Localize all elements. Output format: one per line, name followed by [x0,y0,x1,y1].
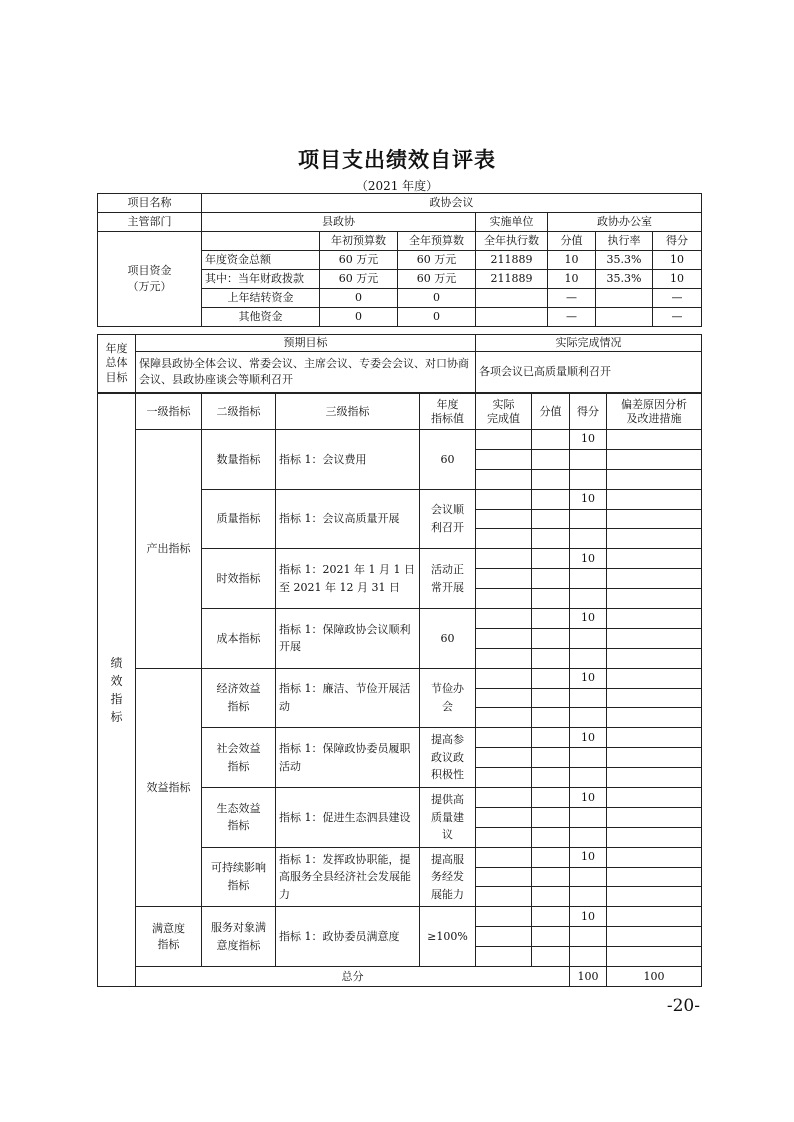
score-cell [570,449,607,469]
funds-cell: 35.3% [596,270,653,289]
actual-value-cell [476,927,532,947]
funds-cell: 10 [548,251,596,270]
score-value-cell [532,688,570,708]
score-value-cell [532,449,570,469]
deviation-cell [607,768,702,788]
level3-indicator: 指标 1：会议高质量开展 [276,489,420,549]
funds-cell [596,308,653,327]
funds-row-name: 其他资金 [202,308,320,327]
indicators-table [97,393,702,987]
goals-label: 年度 总体 目标 [98,335,136,393]
annual-target: 节俭办 会 [420,668,476,728]
level2-indicator: 服务对象满 意度指标 [202,907,276,967]
level2-indicator: 数量指标 [202,430,276,490]
annual-target: 提高服 务经发 展能力 [420,847,476,907]
funds-cell: 211889 [476,270,548,289]
table-row [98,907,702,927]
indicator-header: 分值 [532,394,570,430]
actual-value-cell [476,648,532,668]
funds-header: 全年预算数 [398,232,476,251]
actual-value-cell [476,827,532,847]
funds-cell: 0 [320,308,398,327]
score-value-cell [532,887,570,907]
score-value-cell [532,768,570,788]
deviation-cell [607,648,702,668]
score-cell: 10 [570,430,607,450]
deviation-cell [607,628,702,648]
score-cell [570,648,607,668]
funds-cell: 60 万元 [320,270,398,289]
actual-value-cell [476,807,532,827]
funds-cell [476,289,548,308]
actual-value-cell [476,609,532,629]
score-cell: 10 [570,907,607,927]
actual-value-cell [476,529,532,549]
score-cell [570,469,607,489]
deviation-cell [607,529,702,549]
level3-indicator: 指标 1：2021 年 1 月 1 日至 2021 年 12 月 31 日 [276,549,420,609]
goals-table [97,334,702,393]
funds-cell: — [548,308,596,327]
annual-target: 提供高 质量建 议 [420,788,476,848]
score-value-cell [532,668,570,688]
score-cell [570,748,607,768]
score-value-cell [532,509,570,529]
funds-cell: — [548,289,596,308]
score-value-cell [532,529,570,549]
year-subtitle: （2021 年度） [355,179,439,193]
deviation-cell [607,847,702,867]
deviation-cell [607,449,702,469]
actual-value-cell [476,509,532,529]
score-cell: 10 [570,788,607,808]
score-cell: 10 [570,668,607,688]
actual-value-cell [476,668,532,688]
funds-header: 年初预算数 [320,232,398,251]
level3-indicator: 指标 1：促进生态泗县建设 [276,788,420,848]
deviation-cell [607,569,702,589]
indicator-header: 实际 完成值 [476,394,532,430]
funds-cell: 211889 [476,251,548,270]
deviation-cell [607,430,702,450]
actual-value-cell [476,728,532,748]
score-cell [570,589,607,609]
deviation-cell [607,489,702,509]
score-value-cell [532,788,570,808]
funds-cell [476,308,548,327]
deviation-cell [607,867,702,887]
level2-indicator: 时效指标 [202,549,276,609]
annual-target: 会议顺 利召开 [420,489,476,549]
total-score-value: 100 [570,967,607,987]
actual-value-cell [476,688,532,708]
level1-indicator: 效益指标 [136,668,202,907]
deviation-cell [607,947,702,967]
funds-header: 全年执行数 [476,232,548,251]
page-number: -20- [666,996,700,1016]
table-row [98,668,702,688]
score-value-cell [532,947,570,967]
info-table [97,193,702,327]
actual-value-cell [476,430,532,450]
score-value-cell [532,430,570,450]
score-cell [570,628,607,648]
actual-value-cell [476,549,532,569]
level2-indicator: 成本指标 [202,609,276,669]
score-cell [570,768,607,788]
deviation-cell [607,708,702,728]
funds-header: 得分 [653,232,702,251]
indicator-header: 一级指标 [136,394,202,430]
deviation-cell [607,469,702,489]
actual-value-cell [476,887,532,907]
score-value-cell [532,549,570,569]
funds-cell: 60 万元 [398,251,476,270]
score-cell: 10 [570,489,607,509]
actual-value-cell [476,847,532,867]
level3-indicator: 指标 1：发挥政协职能，提高服务全县经济社会发展能力 [276,847,420,907]
deviation-cell [607,807,702,827]
score-cell [570,927,607,947]
impl-value: 政协办公室 [548,213,702,232]
score-value-cell [532,907,570,927]
total-score: 100 [607,967,702,987]
expected-header: 预期目标 [136,335,476,352]
total-label: 总分 [136,967,570,987]
indicator-header: 年度 指标值 [420,394,476,430]
level3-indicator: 指标 1：保障政协委员履职活动 [276,728,420,788]
annual-target: ≥100% [420,907,476,967]
actual-value-cell [476,708,532,728]
funds-row-name: 其中：当年财政拨款 [202,270,320,289]
score-value-cell [532,609,570,629]
score-cell [570,827,607,847]
indicators-label: 绩 效 指 标 [98,394,136,987]
actual-value-cell [476,628,532,648]
deviation-cell [607,907,702,927]
deviation-cell [607,549,702,569]
funds-cell: 10 [653,270,702,289]
score-cell [570,708,607,728]
funds-row-name: 年度资金总额 [202,251,320,270]
level3-indicator: 指标 1：会议费用 [276,430,420,490]
level3-indicator: 指标 1：政协委员满意度 [276,907,420,967]
actual-header: 实际完成情况 [476,335,702,352]
score-cell [570,509,607,529]
funds-cell: 60 万元 [398,270,476,289]
level2-indicator: 可持续影响 指标 [202,847,276,907]
dept-label: 主管部门 [98,213,202,232]
score-cell [570,807,607,827]
actual-value-cell [476,788,532,808]
impl-label: 实施单位 [476,213,548,232]
actual-result: 各项会议已高质量顺利召开 [476,352,702,393]
expected-goal: 保障县政协全体会议、常委会议、主席会议、专委会会议、对口协商会议、县政协座谈会等顺利召开 [136,352,476,393]
score-value-cell [532,489,570,509]
deviation-cell [607,927,702,947]
level1-indicator: 满意度 指标 [136,907,202,967]
deviation-cell [607,589,702,609]
indicator-header: 偏差原因分析 及改进措施 [607,394,702,430]
level2-indicator: 经济效益 指标 [202,668,276,728]
annual-target: 提高参 政议政 积极性 [420,728,476,788]
level2-indicator: 生态效益 指标 [202,788,276,848]
actual-value-cell [476,469,532,489]
funds-cell: 0 [320,289,398,308]
dept-value: 县政协 [202,213,476,232]
score-value-cell [532,708,570,728]
score-cell: 10 [570,847,607,867]
score-value-cell [532,648,570,668]
funds-label: 项目资金 （万元） [98,232,202,327]
project-name-label: 项目名称 [98,194,202,213]
total-row [98,967,702,987]
funds-header: 执行率 [596,232,653,251]
deviation-cell [607,748,702,768]
funds-cell: 10 [653,251,702,270]
actual-value-cell [476,748,532,768]
score-value-cell [532,807,570,827]
score-cell: 10 [570,549,607,569]
funds-cell: 35.3% [596,251,653,270]
page-title: 项目支出绩效自评表 [298,147,496,172]
score-value-cell [532,847,570,867]
deviation-cell [607,509,702,529]
actual-value-cell [476,947,532,967]
actual-value-cell [476,489,532,509]
indicator-header: 二级指标 [202,394,276,430]
score-value-cell [532,748,570,768]
score-value-cell [532,827,570,847]
deviation-cell [607,827,702,847]
score-cell [570,569,607,589]
project-name-value: 政协会议 [202,194,702,213]
annual-target: 活动正 常开展 [420,549,476,609]
score-cell: 10 [570,728,607,748]
funds-cell: 10 [548,270,596,289]
actual-value-cell [476,449,532,469]
funds-row-name: 上年结转资金 [202,289,320,308]
score-value-cell [532,867,570,887]
funds-cell: — [653,289,702,308]
deviation-cell [607,688,702,708]
level3-indicator: 指标 1：保障政协会议顺利开展 [276,609,420,669]
annual-target: 60 [420,430,476,490]
deviation-cell [607,609,702,629]
indicator-header: 三级指标 [276,394,420,430]
funds-cell: 60 万元 [320,251,398,270]
level3-indicator: 指标 1：廉洁、节俭开展活动 [276,668,420,728]
deviation-cell [607,728,702,748]
score-value-cell [532,728,570,748]
score-cell [570,947,607,967]
deviation-cell [607,887,702,907]
table-row [98,430,702,450]
actual-value-cell [476,907,532,927]
deviation-cell [607,788,702,808]
level2-indicator: 质量指标 [202,489,276,549]
funds-cell: 0 [398,289,476,308]
indicator-header: 得分 [570,394,607,430]
actual-value-cell [476,589,532,609]
score-value-cell [532,569,570,589]
funds-header: 分值 [548,232,596,251]
actual-value-cell [476,569,532,589]
actual-value-cell [476,768,532,788]
score-value-cell [532,927,570,947]
funds-cell [596,289,653,308]
score-cell [570,887,607,907]
score-value-cell [532,469,570,489]
annual-target: 60 [420,609,476,669]
score-cell [570,688,607,708]
indicator-header-row [98,394,702,430]
actual-value-cell [476,867,532,887]
score-value-cell [532,589,570,609]
level2-indicator: 社会效益 指标 [202,728,276,788]
level1-indicator: 产出指标 [136,430,202,669]
score-value-cell [532,628,570,648]
funds-cell: — [653,308,702,327]
score-cell: 10 [570,609,607,629]
score-cell [570,529,607,549]
funds-cell: 0 [398,308,476,327]
deviation-cell [607,668,702,688]
score-cell [570,867,607,887]
